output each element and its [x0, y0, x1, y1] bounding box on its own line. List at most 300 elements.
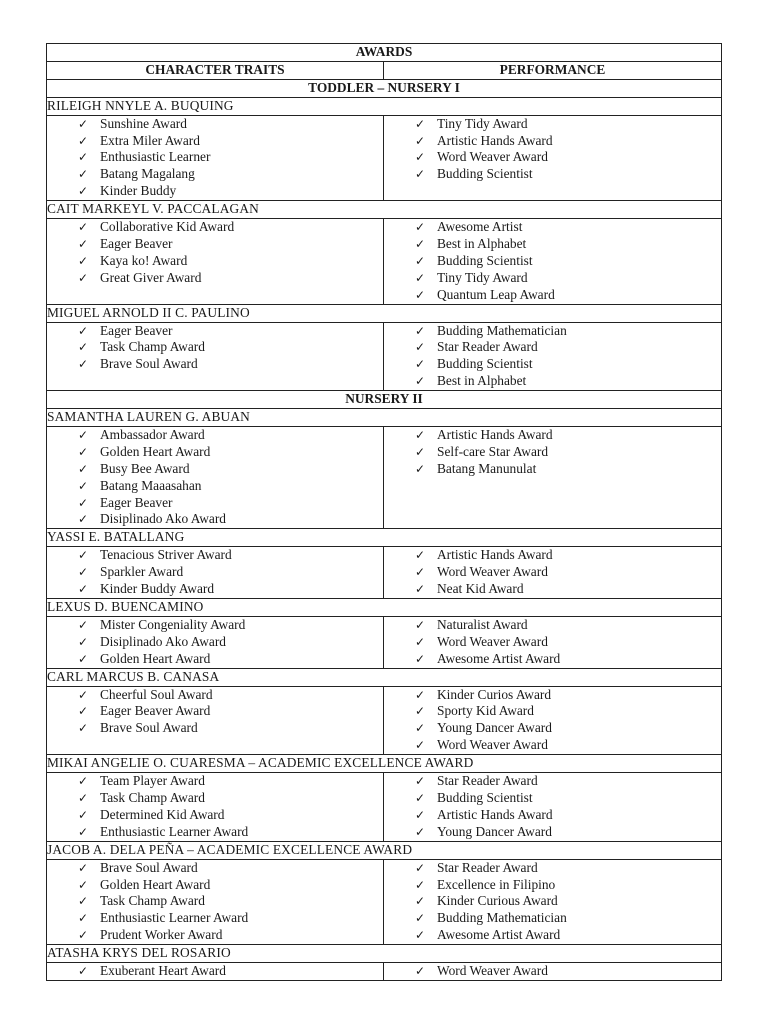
student-name-row [47, 599, 722, 617]
award-item [47, 133, 383, 150]
section-heading: TODDLER – NURSERY I [47, 79, 722, 97]
checkmark-icon: ✓ [78, 116, 89, 131]
award-item [47, 687, 383, 704]
award-label: Budding Scientist [437, 789, 533, 805]
section-heading-row [47, 391, 722, 409]
award-list [47, 323, 383, 374]
student-awards-row [47, 686, 722, 755]
award-item [384, 773, 721, 790]
checkmark-icon: ✓ [78, 565, 89, 580]
award-item [47, 495, 383, 512]
award-item [384, 564, 721, 581]
character-traits-cell [47, 686, 384, 755]
checkmark-icon: ✓ [415, 287, 426, 302]
award-item [384, 617, 721, 634]
award-item [47, 270, 383, 287]
student-name-row [47, 529, 722, 547]
checkmark-icon: ✓ [415, 150, 426, 165]
checkmark-icon: ✓ [78, 270, 89, 285]
award-label: Awesome Artist Award [437, 650, 561, 666]
award-label: Mister Congeniality Award [100, 616, 246, 632]
checkmark-icon: ✓ [415, 340, 426, 355]
award-label: Brave Soul Award [100, 356, 198, 372]
performance-cell [384, 773, 722, 842]
award-label: Best in Alphabet [437, 373, 527, 389]
award-label: Extra Miler Award [100, 132, 200, 148]
checkmark-icon: ✓ [78, 911, 89, 926]
student-name: ATASHA KRYS DEL ROSARIO [47, 945, 722, 963]
checkmark-icon: ✓ [415, 894, 426, 909]
student-name-row [47, 97, 722, 115]
award-list [47, 687, 383, 738]
checkmark-icon: ✓ [78, 220, 89, 235]
checkmark-icon: ✓ [415, 617, 426, 632]
award-item [384, 373, 721, 390]
checkmark-icon: ✓ [78, 167, 89, 182]
award-item [47, 860, 383, 877]
award-label: Artistic Hands Award [437, 806, 553, 822]
award-item [384, 581, 721, 598]
award-item [384, 270, 721, 287]
award-label: Quantum Leap Award [437, 286, 555, 302]
student-awards-row [47, 115, 722, 201]
award-label: Prudent Worker Award [100, 927, 223, 943]
character-traits-cell [47, 219, 384, 305]
award-label: Cheerful Soul Award [100, 686, 213, 702]
checkmark-icon: ✓ [415, 774, 426, 789]
award-item [384, 149, 721, 166]
checkmark-icon: ✓ [415, 236, 426, 251]
checkmark-icon: ✓ [78, 704, 89, 719]
award-item [47, 236, 383, 253]
award-label: Kaya ko! Award [100, 252, 188, 268]
award-label: Kinder Buddy Award [100, 581, 215, 597]
award-item [47, 149, 383, 166]
award-item [384, 166, 721, 183]
checkmark-icon: ✓ [415, 357, 426, 372]
award-label: Enthusiastic Learner Award [100, 823, 249, 839]
performance-cell [384, 115, 722, 201]
award-item [47, 824, 383, 841]
award-label: Enthusiastic Learner [100, 149, 211, 165]
award-list [384, 617, 721, 668]
award-label: Golden Heart Award [100, 876, 211, 892]
student-awards-row [47, 547, 722, 599]
award-list [384, 687, 721, 755]
student-name-row [47, 841, 722, 859]
award-item [384, 807, 721, 824]
award-item [47, 511, 383, 528]
award-label: Exuberant Heart Award [100, 963, 226, 979]
award-label: Artistic Hands Award [437, 426, 553, 442]
award-list [384, 860, 721, 945]
checkmark-icon: ✓ [78, 323, 89, 338]
checkmark-icon: ✓ [78, 617, 89, 632]
checkmark-icon: ✓ [415, 651, 426, 666]
student-awards-row [47, 616, 722, 668]
award-item [384, 963, 721, 980]
award-list [47, 860, 383, 945]
checkmark-icon: ✓ [78, 548, 89, 563]
award-label: Word Weaver Award [437, 963, 548, 979]
checkmark-icon: ✓ [78, 964, 89, 979]
performance-cell [384, 859, 722, 945]
document-title: AWARDS [47, 44, 722, 62]
checkmark-icon: ✓ [415, 220, 426, 235]
award-label: Word Weaver Award [437, 737, 548, 753]
award-label: Budding Mathematician [437, 322, 567, 338]
checkmark-icon: ✓ [415, 374, 426, 389]
award-label: Naturalist Award [437, 616, 528, 632]
award-list [384, 427, 721, 478]
award-item [384, 651, 721, 668]
checkmark-icon: ✓ [415, 807, 426, 822]
award-list [47, 427, 383, 528]
award-label: Busy Bee Award [100, 460, 190, 476]
award-item [47, 444, 383, 461]
award-label: Young Dancer Award [437, 720, 552, 736]
award-label: Task Champ Award [100, 789, 205, 805]
checkmark-icon: ✓ [78, 790, 89, 805]
award-label: Eager Beaver Award [100, 703, 211, 719]
award-label: Eager Beaver [100, 494, 173, 510]
award-item [384, 824, 721, 841]
checkmark-icon: ✓ [415, 911, 426, 926]
checkmark-icon: ✓ [415, 582, 426, 597]
performance-cell [384, 322, 722, 391]
award-item [384, 910, 721, 927]
character-traits-cell [47, 426, 384, 528]
award-label: Brave Soul Award [100, 859, 198, 875]
award-item [47, 927, 383, 944]
checkmark-icon: ✓ [415, 167, 426, 182]
student-name: CAIT MARKEYL V. PACCALAGAN [47, 201, 722, 219]
award-label: Awesome Artist Award [437, 927, 561, 943]
character-traits-cell [47, 963, 384, 981]
checkmark-icon: ✓ [78, 634, 89, 649]
checkmark-icon: ✓ [78, 807, 89, 822]
student-awards-row [47, 773, 722, 842]
award-label: Word Weaver Award [437, 564, 548, 580]
award-label: Star Reader Award [437, 339, 538, 355]
checkmark-icon: ✓ [78, 651, 89, 666]
section-heading: NURSERY II [47, 391, 722, 409]
award-list [47, 963, 383, 980]
award-item [384, 790, 721, 807]
award-list [384, 219, 721, 304]
award-label: Young Dancer Award [437, 823, 552, 839]
award-item [384, 116, 721, 133]
character-traits-cell [47, 322, 384, 391]
award-label: Word Weaver Award [437, 633, 548, 649]
checkmark-icon: ✓ [78, 687, 89, 702]
award-item [47, 790, 383, 807]
checkmark-icon: ✓ [415, 738, 426, 753]
checkmark-icon: ✓ [415, 548, 426, 563]
award-item [47, 166, 383, 183]
student-name: LEXUS D. BUENCAMINO [47, 599, 722, 617]
checkmark-icon: ✓ [78, 860, 89, 875]
award-label: Eager Beaver [100, 322, 173, 338]
award-label: Star Reader Award [437, 773, 538, 789]
student-name-row [47, 201, 722, 219]
student-awards-row [47, 859, 722, 945]
student-name: MIGUEL ARNOLD II C. PAULINO [47, 304, 722, 322]
award-item [384, 893, 721, 910]
award-label: Artistic Hands Award [437, 547, 553, 563]
award-item [384, 927, 721, 944]
checkmark-icon: ✓ [78, 444, 89, 459]
checkmark-icon: ✓ [78, 150, 89, 165]
award-item [47, 703, 383, 720]
award-list [384, 963, 721, 980]
award-label: Batang Maaasahan [100, 477, 202, 493]
student-name-row [47, 668, 722, 686]
student-name: MIKAI ANGELIE O. CUARESMA – ACADEMIC EXCELLENCE AWARD [47, 755, 722, 773]
award-label: Batang Manunulat [437, 460, 537, 476]
award-label: Budding Scientist [437, 356, 533, 372]
checkmark-icon: ✓ [415, 565, 426, 580]
award-item [384, 339, 721, 356]
award-item [47, 720, 383, 737]
award-item [47, 461, 383, 478]
checkmark-icon: ✓ [415, 790, 426, 805]
student-name: SAMANTHA LAUREN G. ABUAN [47, 409, 722, 427]
award-item [384, 323, 721, 340]
award-label: Budding Scientist [437, 166, 533, 182]
award-item [384, 687, 721, 704]
student-name: YASSI E. BATALLANG [47, 529, 722, 547]
award-label: Disiplinado Ako Award [100, 511, 226, 527]
award-item [384, 133, 721, 150]
checkmark-icon: ✓ [415, 270, 426, 285]
student-awards-row [47, 426, 722, 528]
award-label: Awesome Artist [437, 219, 523, 235]
checkmark-icon: ✓ [78, 774, 89, 789]
award-item [47, 581, 383, 598]
student-name: JACOB A. DELA PEÑA – ACADEMIC EXCELLENCE AWARD [47, 841, 722, 859]
checkmark-icon: ✓ [415, 877, 426, 892]
checkmark-icon: ✓ [415, 928, 426, 943]
award-item [47, 253, 383, 270]
checkmark-icon: ✓ [78, 894, 89, 909]
checkmark-icon: ✓ [415, 721, 426, 736]
award-item [384, 877, 721, 894]
student-name-row [47, 755, 722, 773]
award-item [47, 323, 383, 340]
award-item [384, 461, 721, 478]
checkmark-icon: ✓ [78, 253, 89, 268]
award-item [384, 236, 721, 253]
performance-cell [384, 547, 722, 599]
award-label: Neat Kid Award [437, 581, 524, 597]
award-label: Kinder Buddy [100, 183, 177, 199]
award-item [47, 219, 383, 236]
checkmark-icon: ✓ [415, 461, 426, 476]
award-item [384, 720, 721, 737]
award-item [47, 807, 383, 824]
section-heading-row [47, 79, 722, 97]
award-list [47, 773, 383, 841]
award-label: Self-care Star Award [437, 443, 549, 459]
checkmark-icon: ✓ [415, 634, 426, 649]
checkmark-icon: ✓ [415, 824, 426, 839]
checkmark-icon: ✓ [78, 582, 89, 597]
checkmark-icon: ✓ [78, 495, 89, 510]
checkmark-icon: ✓ [78, 427, 89, 442]
award-list [384, 116, 721, 184]
award-item [384, 253, 721, 270]
character-traits-cell [47, 616, 384, 668]
award-label: Best in Alphabet [437, 235, 527, 251]
checkmark-icon: ✓ [78, 478, 89, 493]
award-item [47, 893, 383, 910]
award-label: Tiny Tidy Award [437, 115, 528, 131]
performance-cell [384, 426, 722, 528]
award-item [47, 339, 383, 356]
column-header-character-traits: CHARACTER TRAITS [47, 61, 384, 79]
checkmark-icon: ✓ [78, 824, 89, 839]
checkmark-icon: ✓ [78, 236, 89, 251]
checkmark-icon: ✓ [78, 877, 89, 892]
checkmark-icon: ✓ [415, 427, 426, 442]
student-name-row [47, 945, 722, 963]
column-header-row [47, 61, 722, 79]
checkmark-icon: ✓ [415, 323, 426, 338]
performance-cell [384, 963, 722, 981]
award-label: Great Giver Award [100, 269, 202, 285]
student-name: RILEIGH NNYLE A. BUQUING [47, 97, 722, 115]
student-awards-row [47, 322, 722, 391]
award-item [384, 287, 721, 304]
award-item [47, 773, 383, 790]
award-item [384, 427, 721, 444]
checkmark-icon: ✓ [78, 512, 89, 527]
award-item [384, 703, 721, 720]
award-label: Tiny Tidy Award [437, 269, 528, 285]
student-name: CARL MARCUS B. CANASA [47, 668, 722, 686]
award-label: Task Champ Award [100, 339, 205, 355]
award-list [47, 617, 383, 668]
character-traits-cell [47, 547, 384, 599]
award-item [47, 547, 383, 564]
checkmark-icon: ✓ [415, 444, 426, 459]
checkmark-icon: ✓ [78, 928, 89, 943]
award-label: Star Reader Award [437, 859, 538, 875]
award-item [47, 356, 383, 373]
checkmark-icon: ✓ [415, 704, 426, 719]
awards-table-body [47, 44, 722, 981]
award-item [47, 877, 383, 894]
checkmark-icon: ✓ [415, 687, 426, 702]
checkmark-icon: ✓ [415, 116, 426, 131]
student-name-row [47, 409, 722, 427]
award-list [384, 773, 721, 841]
award-label: Sunshine Award [100, 115, 187, 131]
award-label: Sporty Kid Award [437, 703, 534, 719]
award-item [47, 478, 383, 495]
award-label: Golden Heart Award [100, 443, 211, 459]
award-label: Kinder Curios Award [437, 686, 552, 702]
award-item [47, 116, 383, 133]
award-label: Golden Heart Award [100, 650, 211, 666]
award-list [384, 547, 721, 598]
award-label: Kinder Curious Award [437, 893, 558, 909]
award-label: Enthusiastic Learner Award [100, 910, 249, 926]
student-name-row [47, 304, 722, 322]
award-label: Determined Kid Award [100, 806, 225, 822]
checkmark-icon: ✓ [415, 860, 426, 875]
award-label: Budding Scientist [437, 252, 533, 268]
award-list [384, 323, 721, 391]
award-item [384, 634, 721, 651]
award-item [47, 617, 383, 634]
checkmark-icon: ✓ [78, 340, 89, 355]
award-item [47, 651, 383, 668]
performance-cell [384, 686, 722, 755]
checkmark-icon: ✓ [78, 357, 89, 372]
award-list [47, 219, 383, 287]
character-traits-cell [47, 859, 384, 945]
student-awards-row [47, 219, 722, 305]
checkmark-icon: ✓ [78, 721, 89, 736]
award-list [47, 116, 383, 201]
award-label: Brave Soul Award [100, 720, 198, 736]
column-header-performance: PERFORMANCE [384, 61, 722, 79]
performance-cell [384, 616, 722, 668]
award-item [384, 219, 721, 236]
award-item [384, 737, 721, 754]
award-label: Budding Mathematician [437, 910, 567, 926]
award-label: Ambassador Award [100, 426, 205, 442]
performance-cell [384, 219, 722, 305]
award-label: Excellence in Filipino [437, 876, 556, 892]
checkmark-icon: ✓ [78, 461, 89, 476]
character-traits-cell [47, 115, 384, 201]
checkmark-icon: ✓ [415, 133, 426, 148]
awards-table [46, 43, 722, 981]
award-item [384, 356, 721, 373]
checkmark-icon: ✓ [78, 184, 89, 199]
student-awards-row [47, 963, 722, 981]
character-traits-cell [47, 773, 384, 842]
award-item [47, 427, 383, 444]
award-item [384, 860, 721, 877]
award-label: Disiplinado Ako Award [100, 633, 226, 649]
award-item [47, 564, 383, 581]
checkmark-icon: ✓ [78, 133, 89, 148]
checkmark-icon: ✓ [415, 964, 426, 979]
award-label: Tenacious Striver Award [100, 547, 232, 563]
award-label: Batang Magalang [100, 166, 195, 182]
award-item [47, 634, 383, 651]
award-label: Task Champ Award [100, 893, 205, 909]
award-item [47, 963, 383, 980]
award-item [47, 910, 383, 927]
title-row [47, 44, 722, 62]
checkmark-icon: ✓ [415, 253, 426, 268]
award-list [47, 547, 383, 598]
award-label: Word Weaver Award [437, 149, 548, 165]
award-label: Team Player Award [100, 773, 205, 789]
award-label: Eager Beaver [100, 235, 173, 251]
award-label: Sparkler Award [100, 564, 184, 580]
award-label: Collaborative Kid Award [100, 219, 235, 235]
award-item [47, 183, 383, 200]
award-item [384, 444, 721, 461]
award-item [384, 547, 721, 564]
award-label: Artistic Hands Award [437, 132, 553, 148]
